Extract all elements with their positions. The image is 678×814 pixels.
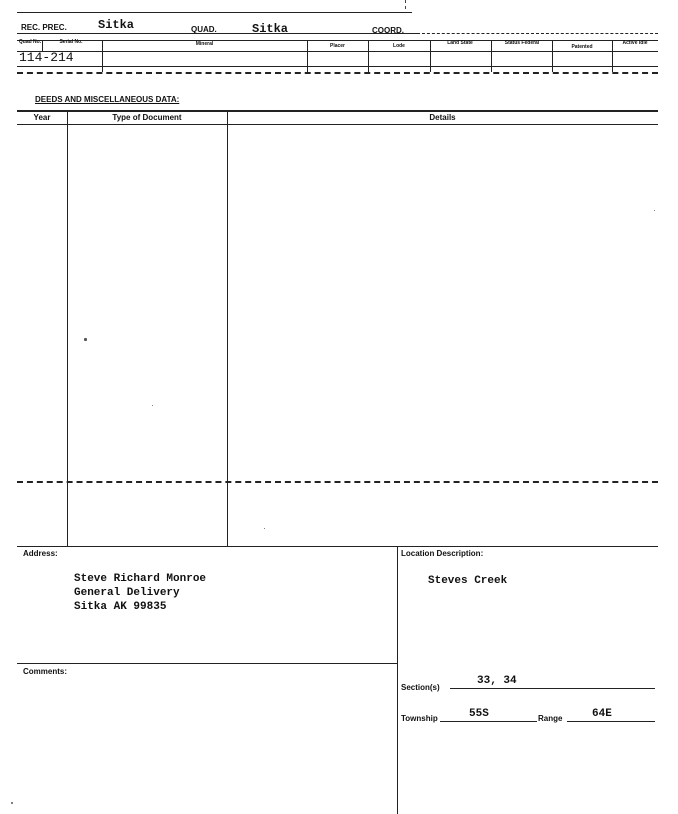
deeds-bottom-rule bbox=[17, 546, 658, 547]
col-status-federal: Status Federal bbox=[504, 40, 540, 46]
col-type-of-document: Type of Document bbox=[112, 113, 182, 122]
col-lode: Lode bbox=[393, 43, 405, 49]
address-line: General Delivery bbox=[74, 587, 180, 599]
col-mineral: Mineral bbox=[195, 41, 214, 47]
range-line bbox=[567, 721, 655, 722]
column-header-rule-bottom bbox=[17, 51, 658, 52]
quad-value: Sitka bbox=[252, 22, 289, 36]
record-row-rule bbox=[17, 66, 658, 67]
header-rule-dashed bbox=[417, 33, 658, 34]
quad-serial-value: 114-214 bbox=[19, 50, 74, 65]
range-label: Range bbox=[538, 714, 563, 723]
col-quad-no: Quad No. bbox=[18, 39, 42, 45]
col-divider bbox=[491, 40, 492, 72]
address-line: Steve Richard Monroe bbox=[74, 573, 207, 585]
sections-label: Section(s) bbox=[401, 683, 440, 692]
header-rule bbox=[17, 33, 417, 34]
col-divider bbox=[430, 40, 431, 72]
scan-speck bbox=[654, 210, 655, 211]
range-value: 64E bbox=[592, 708, 612, 720]
rec-prec-label: REC. PREC. bbox=[21, 23, 67, 32]
col-placer: Placer bbox=[329, 43, 345, 49]
col-serial-no: Serial No. bbox=[59, 39, 83, 45]
address-label: Address: bbox=[23, 549, 58, 558]
deeds-header-rule bbox=[17, 124, 658, 125]
deeds-section-title: DEEDS AND MISCELLANEOUS DATA: bbox=[35, 95, 180, 104]
scan-speck bbox=[11, 802, 13, 804]
scan-speck bbox=[264, 528, 265, 529]
rec-prec-value: Sitka bbox=[98, 18, 135, 32]
scan-speck bbox=[152, 405, 153, 406]
quad-label: QUAD. bbox=[191, 25, 217, 34]
column-header-rule-top bbox=[17, 40, 658, 41]
sections-line bbox=[450, 688, 655, 689]
coord-label: COORD. bbox=[372, 26, 404, 35]
township-line bbox=[440, 721, 537, 722]
col-land-state: Land State bbox=[447, 40, 473, 46]
township-value: 55S bbox=[469, 708, 489, 720]
col-active-idle: Active Idle bbox=[622, 40, 648, 46]
col-divider bbox=[612, 40, 613, 72]
address-line: Sitka AK 99835 bbox=[74, 601, 167, 613]
location-value: Steves Creek bbox=[428, 575, 508, 587]
top-tick bbox=[405, 0, 406, 9]
sections-value: 33, 34 bbox=[477, 675, 517, 687]
township-label: Township bbox=[401, 714, 438, 723]
col-details: Details bbox=[429, 113, 456, 122]
col-year: Year bbox=[33, 113, 51, 122]
record-dashed-rule bbox=[17, 72, 658, 74]
col-patented: Patented bbox=[571, 44, 593, 50]
comments-rule bbox=[17, 663, 397, 664]
location-label: Location Description: bbox=[401, 549, 484, 558]
scan-speck bbox=[84, 338, 87, 341]
comments-label: Comments: bbox=[23, 667, 68, 676]
lower-divider bbox=[397, 546, 398, 814]
deeds-top-rule bbox=[17, 110, 658, 112]
top-rule bbox=[17, 12, 412, 13]
deeds-dashed-rule bbox=[17, 481, 658, 483]
